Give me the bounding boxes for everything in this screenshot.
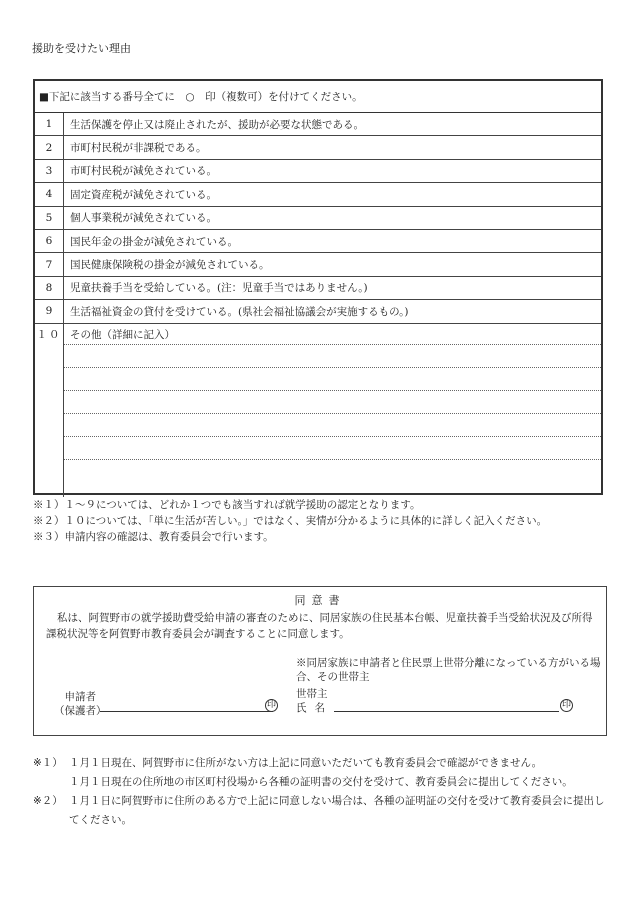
reason-row-text: 市町村民税が非課税である。 xyxy=(70,142,207,155)
reason-row-text: 児童扶養手当を受給している。(注：児童手当ではありません。) xyxy=(70,282,368,295)
dotted-rule xyxy=(64,344,601,345)
reason-row-number: 1 xyxy=(35,113,64,135)
consent-body: 私は、阿賀野市の就学援助費受給申請の審査のために、同居家族の住民基本台帳、児童扶養手当受給状況及び所得課税状況等を阿賀野市教育委員会が調査することに同意します。 xyxy=(46,612,593,640)
page-heading: 援助を受けたい理由 xyxy=(32,42,131,55)
dotted-rule xyxy=(64,459,601,460)
applicant-label-line2: （保護者） xyxy=(54,705,107,717)
reason-row-number: 2 xyxy=(35,136,64,158)
note-text: １月１日に阿賀野市に住所のある方で上記に同意しない場合は、各種の証明証の交付を受けて教育委員会に提出してください。 xyxy=(69,795,605,826)
note-mark: ※１） xyxy=(33,757,63,769)
reason-row-text: 生活福祉資金の貸付を受けている。(県社会福祉協議会が実施するもの。) xyxy=(70,305,409,318)
note-item xyxy=(33,792,609,830)
notes-bottom xyxy=(33,754,609,830)
dotted-rule xyxy=(64,367,601,368)
reason-row[interactable] xyxy=(35,230,601,253)
reason-row[interactable] xyxy=(35,136,601,159)
reason-table xyxy=(33,79,603,495)
reason-row[interactable] xyxy=(35,207,601,230)
reason-row-other xyxy=(35,324,601,497)
seal-icon: 印 xyxy=(266,700,276,710)
other-details-label: その他（詳細に記入） xyxy=(70,328,175,341)
reason-row-number: 3 xyxy=(35,160,64,182)
note-text: １月１日現在の住所地の市区町村役場から各種の証明書の交付を受けて、教育委員会に提出してください。 xyxy=(69,776,573,788)
dotted-rule xyxy=(64,390,601,391)
note-item xyxy=(33,754,609,773)
seal-icon: 印 xyxy=(561,700,571,710)
reason-row-number: 8 xyxy=(35,277,64,299)
reason-row-text: 市町村民税が減免されている。 xyxy=(70,165,217,178)
reason-row-number: 7 xyxy=(35,253,64,275)
reason-row-text: 固定資産税が減免されている。 xyxy=(70,188,217,201)
dotted-rule xyxy=(64,436,601,437)
reason-row[interactable] xyxy=(35,113,601,136)
reason-row-number: １０ xyxy=(35,324,64,497)
reason-row[interactable] xyxy=(35,253,601,276)
note-line: ※２）１０については、「単に生活が苦しい。」ではなく、実情が分かるように具体的に詳しく記入ください。 xyxy=(33,515,548,527)
note-item xyxy=(33,773,609,792)
reason-row[interactable] xyxy=(35,183,601,206)
applicant-label xyxy=(54,690,107,718)
reason-row-text: 国民健康保険税の掛金が減免されている。 xyxy=(70,259,270,272)
reason-table-header: ■下記に該当する番号全てに ○ 印（複数可）を付けてください。 xyxy=(35,81,601,113)
notes-top xyxy=(33,497,547,545)
reason-row-text: 生活保護を停止又は廃止されたが、援助が必要な状態である。 xyxy=(70,118,364,131)
name-label: 氏名 xyxy=(296,702,333,714)
note-line: ※３）申請内容の確認は、教育委員会で行います。 xyxy=(33,531,274,543)
applicant-name-field[interactable] xyxy=(100,711,273,712)
note-mark: ※２） xyxy=(33,795,63,807)
reason-row-text: 個人事業税が減免されている。 xyxy=(70,212,217,225)
reason-rows xyxy=(35,113,601,324)
consent-box xyxy=(33,586,607,736)
dotted-rule xyxy=(64,413,601,414)
reason-row-text: 国民年金の掛金が減免されている。 xyxy=(70,235,238,248)
householder-note: ※同居家族に申請者と住民票上世帯分離になっている方がいる場合、その世帯主 xyxy=(296,657,601,683)
reason-row-number: 9 xyxy=(35,300,64,322)
householder-label: 世帯主 xyxy=(296,688,328,700)
reason-row[interactable] xyxy=(35,300,601,323)
reason-row-number: 6 xyxy=(35,230,64,252)
consent-title: 同意書 xyxy=(294,594,346,607)
applicant-label-line1: 申請者 xyxy=(64,691,96,703)
note-line: ※１）１～９については、どれか１つでも該当すれば就学援助の認定となります。 xyxy=(33,499,421,511)
reason-row[interactable] xyxy=(35,160,601,183)
note-mark xyxy=(33,773,69,792)
reason-row-number: 5 xyxy=(35,207,64,229)
reason-row[interactable] xyxy=(35,277,601,300)
householder-name-field[interactable] xyxy=(334,711,559,712)
note-text: １月１日現在、阿賀野市に住所がない方は上記に同意いただいても教育委員会で確認ができません。 xyxy=(69,757,543,769)
reason-row-number: 4 xyxy=(35,183,64,205)
other-details-area[interactable] xyxy=(64,324,601,497)
